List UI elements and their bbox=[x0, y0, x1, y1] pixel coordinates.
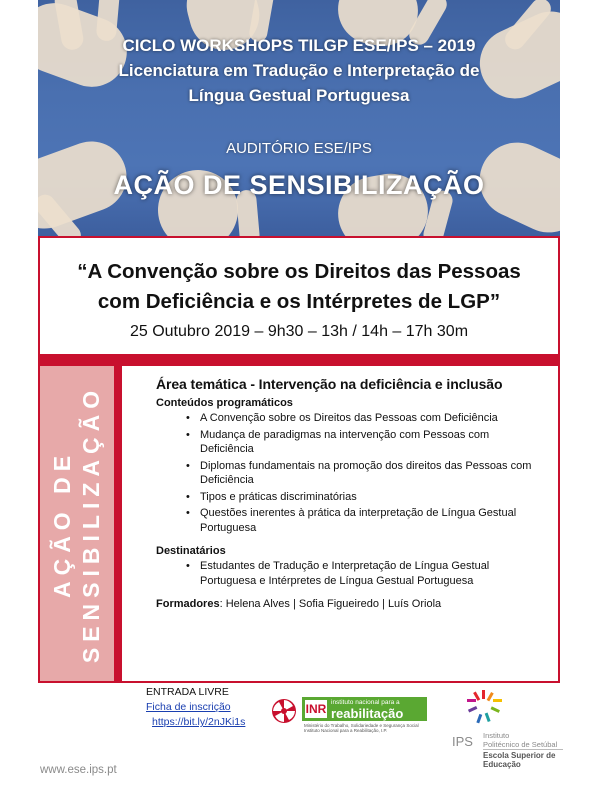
audience-heading: Destinatários bbox=[156, 545, 226, 557]
list-item: • Questões inerentes à prática da interpretação de Língua Gestual Portuguesa bbox=[186, 506, 532, 535]
inr-institute-text: Instituto Nacional para a Reabilitação, I.P. bbox=[304, 728, 388, 733]
side-panel bbox=[40, 366, 114, 681]
ips-divider bbox=[483, 749, 563, 750]
trainers-label: Formadores bbox=[156, 598, 220, 610]
ips-letters: IPS bbox=[452, 734, 473, 749]
side-vertical-text bbox=[48, 374, 106, 674]
event-title-line-1: “A Convenção sobre os Direitos das Pessoas bbox=[77, 260, 521, 283]
list-item: • Mudança de paradigmas na intervenção com Pessoas com Deficiência bbox=[186, 428, 532, 457]
inr-logo-box bbox=[302, 697, 427, 721]
degree-line-1: Licenciatura em Tradução e Interpretação de bbox=[118, 61, 480, 80]
ips-school-line-2: Educação bbox=[483, 760, 521, 769]
ips-name-line-2: Politécnico de Setúbal bbox=[483, 740, 558, 749]
degree-line-2: Língua Gestual Portuguesa bbox=[188, 86, 410, 105]
contents-list bbox=[186, 411, 558, 535]
list-item: • Diplomas fundamentais na promoção dos direitos das Pessoas com Deficiência bbox=[186, 459, 532, 488]
ips-school-line-1: Escola Superior de bbox=[483, 751, 556, 760]
content-box bbox=[122, 366, 558, 681]
inr-ministry-text: Ministério do Trabalho, Solidariedade e Segurança Social bbox=[304, 723, 419, 728]
website-url: www.ese.ips.pt bbox=[40, 764, 117, 776]
inr-big-text: reabilitação bbox=[331, 706, 404, 721]
topic-heading: Área temática - Intervenção na deficiência e inclusão bbox=[156, 376, 503, 392]
free-entry: ENTRADA LIVRE bbox=[146, 686, 229, 698]
list-item: • Estudantes de Tradução e Interpretação de Língua Gestual Portuguesa e Intérpretes de Língua Gestual Portuguesa bbox=[186, 559, 532, 588]
side-text-line-1: AÇÃO DE bbox=[49, 449, 75, 598]
venue: AUDITÓRIO ESE/IPS bbox=[226, 140, 372, 157]
side-text-line-2: SENSIBILIZAÇÃO bbox=[78, 384, 104, 663]
title-box bbox=[40, 238, 558, 354]
event-title-line-2: com Deficiência e os Intérpretes de LGP” bbox=[97, 290, 501, 313]
inr-logo bbox=[302, 697, 427, 733]
ips-burst-icon bbox=[464, 688, 504, 726]
header-banner bbox=[38, 0, 560, 236]
trainers-names: : Helena Alves | Sofia Figueiredo | Luís Oriola bbox=[219, 598, 442, 610]
registration-form-link[interactable]: Ficha de inscrição bbox=[146, 701, 231, 713]
series-title: CICLO WORKSHOPS TILGP ESE/IPS – 2019 bbox=[122, 36, 476, 55]
list-item: • A Convenção sobre os Direitos das Pessoas com Deficiência bbox=[186, 411, 532, 426]
event-heading: AÇÃO DE SENSIBILIZAÇÃO bbox=[113, 170, 485, 200]
registration-url-link[interactable]: https://bit.ly/2nJKi1s bbox=[152, 716, 246, 728]
ips-name-line-1: Instituto bbox=[483, 731, 510, 740]
trainers bbox=[156, 598, 558, 610]
pinwheel-logo-icon bbox=[271, 698, 297, 724]
ips-logo bbox=[450, 688, 570, 768]
list-item: • Tipos e práticas discriminatórias bbox=[186, 490, 532, 505]
event-date: 25 Outubro 2019 – 9h30 – 13h / 14h – 17h 30m bbox=[129, 323, 469, 340]
inr-mark: INR bbox=[305, 702, 327, 716]
contents-heading: Conteúdos programáticos bbox=[156, 397, 293, 409]
inr-small-text: instituto nacional para a bbox=[331, 699, 400, 706]
audience-list bbox=[186, 559, 558, 588]
